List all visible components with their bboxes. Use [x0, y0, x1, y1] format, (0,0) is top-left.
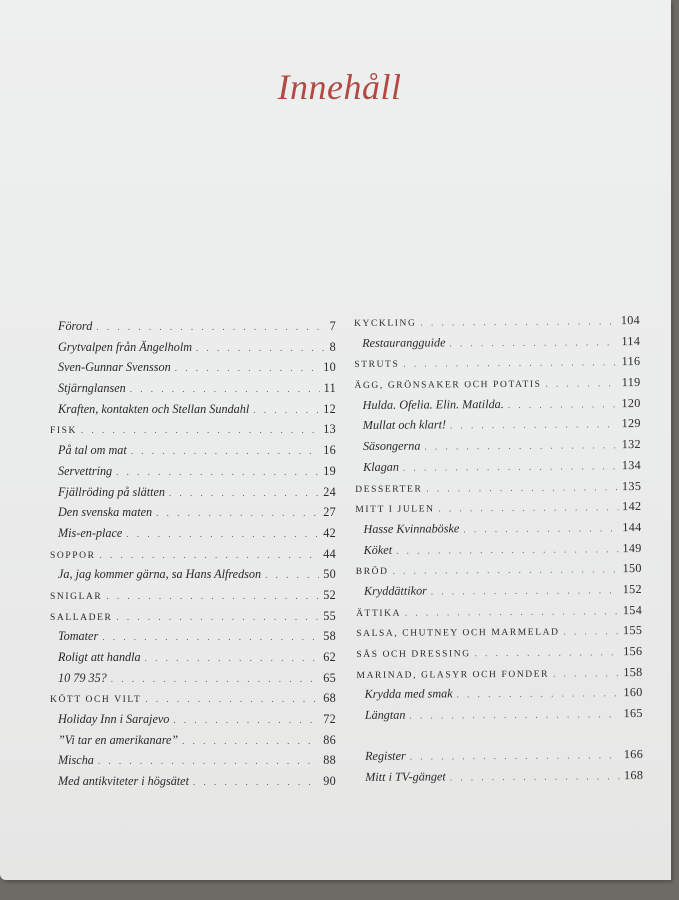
toc-entry-title: Stjärnglansen [58, 381, 126, 396]
toc-entry-page-number: 154 [622, 602, 643, 617]
toc-entry [357, 685, 643, 708]
toc-entry [50, 526, 336, 547]
dot-leader [424, 440, 617, 451]
dot-leader [426, 482, 618, 493]
toc-entry-title: På tal om mat [58, 443, 127, 458]
toc-entry-page-number: 144 [622, 519, 642, 535]
toc-entry-title: Mullat och klart! [362, 417, 447, 433]
dot-leader [439, 502, 619, 513]
dot-leader [106, 591, 319, 601]
toc-entry-title: ÄTTIKA [356, 608, 402, 619]
toc-entry-title: SOPPOR [50, 550, 96, 561]
toc-entry [50, 629, 336, 650]
dot-leader [81, 425, 319, 435]
toc-section-entry [50, 588, 336, 609]
toc-entry [355, 396, 641, 419]
dot-leader [96, 322, 325, 332]
toc-entry [50, 340, 336, 361]
toc-entry-title: MARINAD, GLASYR OCH FONDER [356, 669, 550, 681]
dot-leader [450, 420, 618, 431]
dot-leader [450, 771, 620, 782]
toc-left-column [50, 319, 336, 795]
toc-entry-title: Mischa [58, 753, 94, 768]
toc-section-entry [50, 609, 336, 630]
toc-entry-page-number: 13 [323, 422, 336, 437]
dot-leader [396, 544, 618, 556]
toc-entry-title: Mitt i TV-gänget [365, 769, 446, 785]
toc-section-entry [356, 623, 642, 646]
toc-entry-title: STRUTS [354, 360, 400, 371]
toc-entry-title: Restaurangguide [362, 335, 446, 350]
page-title: Innehåll [277, 67, 402, 107]
toc-entry [50, 733, 336, 754]
dot-leader [102, 632, 319, 642]
toc-entry-page-number: 8 [329, 339, 336, 354]
dot-leader [156, 508, 319, 518]
toc-entry-page-number: 104 [620, 313, 641, 328]
dot-leader [253, 405, 319, 415]
dot-leader [98, 756, 319, 766]
toc-entry-page-number: 166 [623, 747, 644, 762]
dot-leader [553, 668, 619, 678]
toc-entry-title: Kryddättikor [363, 583, 427, 598]
dot-leader [393, 564, 619, 576]
toc-entry-title: Fjällröding på slätten [58, 484, 165, 499]
toc-entry-title: Köket [363, 542, 393, 557]
dot-leader [175, 363, 319, 373]
toc-entry-title: Servettring [58, 463, 113, 478]
toc-entry [50, 712, 336, 733]
toc-entry [356, 582, 642, 605]
toc-entry-title: Klagan [363, 459, 399, 474]
toc-entry-page-number: 132 [621, 437, 641, 452]
dot-leader [403, 461, 618, 473]
dot-leader [100, 550, 320, 560]
toc-entry [50, 319, 336, 340]
dot-leader [130, 384, 320, 394]
toc-entry-page-number: 7 [329, 319, 336, 333]
toc-entry-title: Holiday Inn i Sarajevo [58, 712, 170, 727]
toc-entry-page-number: 16 [323, 443, 336, 458]
toc-entry [50, 774, 336, 795]
toc-entry-page-number: 55 [323, 608, 336, 623]
toc-entry-title: 10 79 35? [58, 670, 107, 685]
dot-leader [169, 488, 319, 498]
toc-entry-page-number: 156 [623, 643, 643, 659]
toc-entry-page-number: 114 [621, 333, 641, 348]
toc-entry-title: Grytvalpen från Ängelholm [58, 339, 193, 354]
toc-entry-title: Den svenska maten [58, 505, 153, 520]
toc-entry-page-number: 27 [323, 505, 336, 520]
dot-leader [563, 626, 619, 636]
dot-leader [420, 316, 616, 327]
toc-entry-title: Ja, jag kommer gärna, sa Hans Alfredson [58, 567, 262, 582]
toc-entry-title: Längtan [364, 707, 406, 722]
toc-entry-page-number: 10 [323, 360, 336, 375]
toc-entry-page-number: 50 [323, 567, 336, 582]
toc-entry-title: SNIGLAR [50, 591, 103, 602]
toc-entry [50, 567, 336, 588]
toc-section-entry [355, 499, 641, 522]
toc-entry-title: Hasse Kvinnaböske [363, 521, 460, 536]
toc-entry-page-number: 12 [323, 401, 336, 416]
toc-section-entry [354, 313, 640, 336]
toc-entry-page-number: 11 [323, 381, 336, 396]
toc-entry [50, 402, 336, 423]
toc-entry [50, 360, 336, 381]
dot-leader [126, 529, 319, 539]
toc-entry-title: MITT I JULEN [355, 504, 435, 516]
toc-section-entry [50, 547, 336, 568]
toc-section-entry [356, 561, 642, 584]
toc-entry-page-number: 158 [623, 664, 643, 679]
dot-leader [145, 694, 319, 704]
toc-entry-page-number: 152 [622, 581, 642, 597]
toc-entry-page-number: 19 [323, 463, 336, 478]
toc-entry-title: KYCKLING [354, 318, 417, 329]
toc-right-column [354, 313, 643, 791]
toc-entry [355, 458, 641, 481]
dot-leader [449, 337, 617, 348]
toc-entry-page-number: 65 [323, 670, 336, 685]
toc-section-entry [356, 644, 642, 667]
toc-entry-page-number: 165 [623, 706, 643, 721]
toc-entry-page-number: 88 [323, 753, 336, 768]
toc-entry-page-number: 44 [323, 546, 336, 561]
toc-section-entry [356, 603, 642, 626]
toc-entry-page-number: 149 [622, 540, 642, 555]
toc-entry [50, 505, 336, 526]
toc-entry-title: Roligt att handla [58, 650, 141, 664]
toc-entry-title: SALLADER [50, 612, 113, 623]
dot-leader [193, 777, 319, 787]
toc-entry [355, 416, 641, 439]
dot-leader [131, 446, 319, 456]
dot-leader [475, 647, 620, 658]
toc-entry-title: KÖTT OCH VILT [50, 695, 142, 706]
toc-entry-page-number: 160 [623, 685, 643, 700]
toc-entry-title: DESSERTER [355, 484, 423, 495]
toc-entry [355, 520, 641, 543]
toc-entry-title: SÅS OCH DRESSING [356, 649, 471, 660]
dot-leader [111, 674, 319, 684]
toc-entry-page-number: 52 [323, 587, 336, 602]
toc-section-entry [50, 422, 336, 443]
toc-entry-page-number: 24 [323, 484, 336, 499]
dot-leader [173, 715, 319, 725]
toc-entry [50, 464, 336, 485]
toc-entry-title: Med antikviteter i högsätet [58, 774, 189, 789]
toc-entry-title: BRÖD [355, 567, 389, 578]
toc-section-entry [354, 354, 640, 377]
toc-entry [356, 541, 642, 564]
toc-entry [357, 706, 643, 729]
toc-entry-page-number: 90 [323, 774, 336, 789]
toc-entry-page-number: 42 [323, 525, 336, 540]
dot-leader [409, 709, 619, 720]
toc-entry-page-number: 150 [622, 561, 642, 576]
toc-entry [355, 437, 641, 460]
toc-entry [50, 381, 336, 402]
dot-leader [403, 358, 617, 369]
dot-leader [410, 751, 620, 762]
toc-entry [50, 671, 336, 692]
toc-entry-page-number: 142 [622, 499, 642, 514]
toc-spacer [357, 727, 643, 750]
toc-entry [357, 768, 643, 791]
toc-entry-title: Mis-en-place [58, 525, 123, 540]
dot-leader [431, 585, 619, 596]
toc-entry-title: Kraften, kontakten och Stellan Sundahl [58, 401, 250, 416]
dot-leader [196, 343, 326, 353]
dot-leader [405, 606, 619, 617]
toc-entry-title: ÄGG, GRÖNSAKER OCH POTATIS [354, 379, 542, 392]
toc-entry-page-number: 58 [323, 629, 336, 644]
dot-leader [265, 570, 319, 580]
toc-entry [354, 334, 640, 357]
toc-entry-page-number: 116 [621, 354, 641, 369]
toc-entry-title: Krydda med smak [364, 686, 453, 702]
dot-leader [116, 467, 319, 477]
toc-entry-title: Register [365, 749, 406, 764]
dot-leader [508, 399, 618, 410]
dot-leader [145, 653, 320, 663]
toc-section-entry [356, 665, 642, 688]
toc-entry-page-number: 119 [621, 375, 641, 390]
dot-leader [182, 736, 319, 746]
toc-entry-title: Sven-Gunnar Svensson [58, 360, 171, 375]
toc-entry-page-number: 135 [621, 478, 642, 493]
toc-entry-page-number: 134 [621, 457, 642, 472]
toc-entry [50, 650, 336, 671]
toc-entry-title: Tomater [58, 629, 99, 644]
toc-entry-title: Hulda. Ofelia. Elin. Matilda. [362, 396, 504, 412]
toc-entry-page-number: 129 [621, 416, 641, 431]
toc-section-entry [354, 375, 640, 398]
dot-leader [116, 612, 319, 622]
toc-entry [50, 443, 336, 464]
toc-entry-title: ”Vi tar en amerikanare” [58, 732, 179, 747]
toc-entry-page-number: 86 [323, 732, 336, 747]
toc-section-entry [50, 691, 336, 712]
toc-entry-title: Säsongerna [362, 438, 421, 454]
toc-entry-page-number: 120 [621, 395, 641, 410]
toc-entry-page-number: 62 [323, 650, 336, 664]
toc-entry-title: FISK [50, 426, 77, 437]
toc-entry-page-number: 155 [622, 623, 643, 638]
toc-entry-page-number: 72 [323, 712, 336, 727]
toc-entry-title: SALSA, CHUTNEY OCH MARMELAD [356, 627, 560, 640]
dot-leader [545, 378, 617, 389]
toc-entry-page-number: 168 [623, 768, 644, 783]
toc-entry [357, 747, 643, 770]
dot-leader [463, 523, 618, 534]
toc-section-entry [355, 478, 641, 501]
dot-leader [457, 689, 620, 700]
toc-entry [50, 753, 336, 774]
toc-entry-title: Förord [58, 319, 93, 333]
toc-entry-page-number: 68 [323, 691, 336, 706]
toc-entry [50, 485, 336, 506]
